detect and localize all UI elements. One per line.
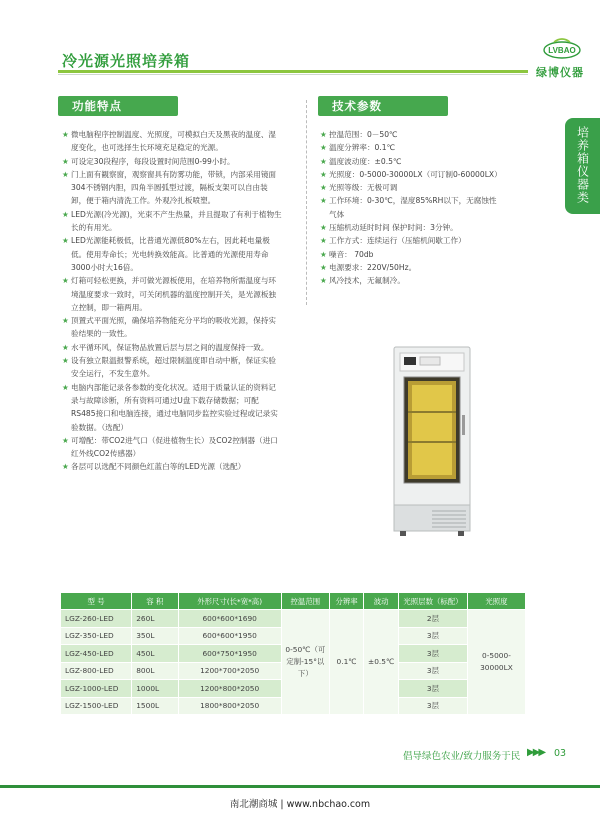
feature-item [62, 234, 282, 274]
spec-item [320, 194, 500, 221]
page-number: 03 [554, 748, 567, 759]
category-side-tab-label: 培养箱仪器类 [575, 126, 590, 204]
feature-item [62, 155, 282, 168]
feature-item [62, 168, 282, 208]
bullet-star-icon: ★ [320, 196, 327, 206]
spec-item [320, 181, 500, 194]
spec-item [320, 261, 500, 274]
spec-item-text: 压缩机动延时时间 保护时间：3分钟。 [329, 223, 458, 233]
feature-item-text: 微电脑程序控制温度、光照度，可模拟白天及黑夜的温度、湿度变化，也可选择生长环境充足稳定的光源。 [71, 130, 277, 153]
feature-item-text: 可设定30段程序，每段设置时间范围0-99小时。 [71, 156, 235, 166]
spec-item [320, 168, 500, 181]
brand-logo [542, 38, 582, 60]
bullet-star-icon: ★ [320, 169, 327, 179]
footer-site-link[interactable]: 南北潮商城 | www.nbchao.com [229, 799, 371, 810]
layers-cell: 3层 [399, 662, 468, 680]
size-cell: 1200*800*2050 [178, 680, 281, 698]
header-divider-thin [58, 74, 528, 75]
features-heading: 功能特点 [58, 96, 178, 116]
volume-cell: 1000L [132, 680, 178, 698]
feature-item-text: 各层可以选配不同颜色红蓝白等的LED光源（选配） [71, 462, 246, 472]
bullet-star-icon: ★ [62, 156, 69, 166]
spec-item-text: 控温范围：0－50℃ [329, 130, 398, 139]
col-model: 型 号 [61, 593, 132, 610]
features-list [62, 128, 282, 474]
bullet-star-icon: ★ [62, 130, 69, 139]
spec-item-text: 噪音： 70db [329, 249, 374, 259]
bullet-star-icon: ★ [62, 382, 69, 392]
size-cell: 1200*700*2050 [178, 662, 281, 680]
bullet-star-icon: ★ [320, 236, 327, 246]
specs-list [320, 128, 500, 288]
feature-item [62, 381, 282, 434]
svg-text:LVBAO: LVBAO [548, 46, 576, 55]
feature-item [62, 341, 282, 354]
section-divider [306, 100, 307, 305]
spec-item [320, 234, 500, 247]
feature-item-text: 顶置式平面光照，确保培养物能充分平均的吸收光源，保持实验结果的一致性。 [71, 316, 277, 339]
specs-heading: 技术参数 [318, 96, 448, 116]
bullet-star-icon: ★ [62, 435, 69, 445]
feature-item [62, 274, 282, 314]
bullet-star-icon: ★ [320, 143, 327, 153]
bullet-star-icon: ★ [320, 130, 327, 139]
incubator-product-image [392, 345, 472, 537]
layers-cell: 3层 [399, 680, 468, 698]
bullet-star-icon: ★ [320, 276, 327, 286]
bullet-star-icon: ★ [62, 356, 69, 366]
col-light-layers: 光照层数（标配） [399, 593, 468, 610]
bullet-star-icon: ★ [320, 223, 327, 233]
spec-item [320, 274, 500, 287]
layers-cell: 3层 [399, 627, 468, 645]
feature-item-text: 灯箱可轻松更换，并可做光源板使用，在培养物所需温度与环境温度要求一致时，可关闭机器的温度控制开关，是光源板独立控制，即一箱两用。 [71, 276, 277, 312]
spec-item [320, 141, 500, 154]
fluctuation-cell: ±0.5℃ [364, 610, 399, 715]
spec-item-text: 工作环境：0-30℃，湿度85%RH以下，无腐蚀性气体 [329, 196, 497, 219]
size-cell: 600*600*1690 [178, 610, 281, 628]
table-row [61, 610, 526, 628]
model-cell: LGZ-350-LED [61, 627, 132, 645]
volume-cell: 800L [132, 662, 178, 680]
volume-cell: 450L [132, 645, 178, 663]
feature-item [62, 460, 282, 473]
spec-item-text: 工作方式：连续运行（压缩机间歇工作） [329, 236, 466, 246]
model-cell: LGZ-450-LED [61, 645, 132, 663]
temp-range-cell: 0-50℃（可定制-15°以下） [281, 610, 329, 715]
model-cell: LGZ-1000-LED [61, 680, 132, 698]
category-side-tab[interactable] [565, 118, 600, 214]
feature-item-text: 电脑内部能记录各参数的变化状况。适用于质量认证的资料记录与故障诊断，所有资料可通过U盘下载存储数据；可配RS485接口和电脑连接，通过电脑同步监控实验过程或记录实验数据。（选配） [71, 382, 278, 432]
size-cell: 1800*800*2050 [178, 697, 281, 715]
col-resolution: 分辨率 [329, 593, 363, 610]
feature-item-text: LED光源能耗极低，比普通光源低80%左右，因此耗电量极低。使用寿命长；光电转换效能高。比普通的光源使用寿命3000小时大16倍。 [71, 236, 270, 272]
feature-item [62, 128, 282, 155]
bullet-star-icon: ★ [320, 262, 327, 272]
bullet-star-icon: ★ [62, 169, 69, 179]
feature-item [62, 314, 282, 341]
col-volume: 容 积 [132, 593, 178, 610]
header-divider [58, 70, 528, 73]
spec-item-text: 光照等级：无极可调 [329, 183, 398, 193]
model-spec-table [60, 592, 526, 715]
volume-cell: 350L [132, 627, 178, 645]
spec-item-text: 光照度：0-5000-30000LX（可订制0-60000LX） [329, 169, 502, 179]
feature-item [62, 434, 282, 461]
bullet-star-icon: ★ [62, 236, 69, 246]
bullet-star-icon: ★ [62, 316, 69, 326]
bullet-star-icon: ★ [62, 342, 69, 352]
footer-slogan: 倡导绿色农业/致力服务于民 [403, 751, 521, 762]
feature-item [62, 208, 282, 235]
col-illuminance: 光照度 [467, 593, 525, 610]
spec-item-text: 温度分辨率：0.1℃ [329, 143, 396, 153]
bullet-star-icon: ★ [62, 276, 69, 286]
col-temp-range: 控温范围 [281, 593, 329, 610]
model-cell: LGZ-1500-LED [61, 697, 132, 715]
size-cell: 600*750*1950 [178, 645, 281, 663]
spec-item [320, 155, 500, 168]
size-cell: 600*600*1950 [178, 627, 281, 645]
feature-item-text: 可增配：带CO2进气口（促进植物生长）及CO2控制器（进口红外线CO2传感器） [71, 435, 278, 459]
spec-item [320, 128, 500, 141]
layers-cell: 3层 [399, 645, 468, 663]
spec-item-text: 电源要求：220V/50Hz。 [329, 262, 417, 272]
feature-item-text: 水平循环风，保证物品放置后层与层之间的温度保持一致。 [71, 342, 269, 352]
spec-item [320, 248, 500, 261]
spec-item [320, 221, 500, 234]
volume-cell: 260L [132, 610, 178, 628]
resolution-cell: 0.1℃ [329, 610, 363, 715]
layers-cell: 2层 [399, 610, 468, 628]
feature-item [62, 354, 282, 381]
feature-item-text: 门上面有観察窗，观察窗具有防雾功能，带锁，内部采用镜面304不锈钢内胆，四角半圆弧型过渡，隔板支架可以自由装卸，便于箱内清洗工作。外观冷扎板喷塑。 [71, 169, 277, 206]
volume-cell: 1500L [132, 697, 178, 715]
triple-arrow-icon: ▶▶▶ [527, 747, 545, 758]
footer-divider [0, 785, 600, 788]
col-fluctuation: 波动 [364, 593, 399, 610]
feature-item-text: LED光源(冷光源)，光束不产生热量，并且提取了有利于植物生长的有用光。 [71, 209, 282, 233]
bullet-star-icon: ★ [62, 462, 69, 472]
layers-cell: 3层 [399, 697, 468, 715]
model-cell: LGZ-800-LED [61, 662, 132, 680]
bullet-star-icon: ★ [320, 156, 327, 166]
page-title: 冷光源光照培养箱 [62, 52, 191, 70]
spec-item-text: 风冷技术，无氟制冷。 [329, 276, 405, 286]
col-size: 外形尺寸(长*宽*高) [178, 593, 281, 610]
feature-item-text: 设有独立限温报警系统，超过限制温度即自动中断，保证实验安全运行，不发生意外。 [71, 356, 277, 379]
bullet-star-icon: ★ [320, 249, 327, 259]
bullet-star-icon: ★ [320, 183, 327, 193]
brand-name: 绿博仪器 [536, 66, 584, 79]
illuminance-cell: 0-5000-30000LX [467, 610, 525, 715]
model-cell: LGZ-260-LED [61, 610, 132, 628]
bullet-star-icon: ★ [62, 209, 69, 219]
spec-item-text: 温度波动度：±0.5℃ [329, 156, 402, 166]
